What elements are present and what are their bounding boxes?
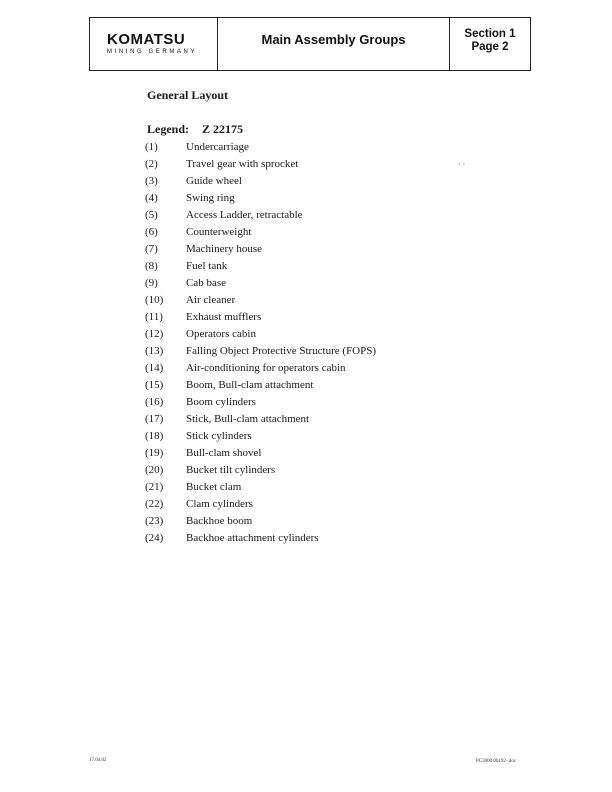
section-cell bbox=[450, 18, 530, 70]
legend-item bbox=[145, 360, 376, 377]
footer-filename: PC3000 06192-.doc bbox=[476, 759, 516, 764]
legend-item-number: (4) bbox=[145, 192, 158, 204]
legend-item-label: Stick cylinders bbox=[186, 430, 252, 442]
legend-item-label: Undercarriage bbox=[186, 141, 249, 153]
legend-item-label: Bucket clam bbox=[186, 481, 242, 493]
legend-item bbox=[145, 428, 376, 445]
legend-item bbox=[145, 224, 376, 241]
legend-item-number: (6) bbox=[145, 226, 158, 238]
legend-label: Legend: bbox=[147, 122, 189, 136]
legend-item-number: (22) bbox=[145, 498, 164, 510]
document-title: Main Assembly Groups bbox=[261, 32, 406, 47]
legend-item-label: Exhaust mufflers bbox=[186, 311, 262, 323]
legend-item bbox=[145, 479, 376, 496]
footer-date: 17.04.02 bbox=[89, 758, 107, 763]
legend-item bbox=[145, 190, 376, 207]
legend-item bbox=[145, 445, 376, 462]
legend-item-number: (12) bbox=[145, 328, 164, 340]
legend-item-number: (14) bbox=[145, 362, 164, 374]
legend-item-number: (17) bbox=[145, 413, 164, 425]
legend-item bbox=[145, 530, 376, 547]
section-heading: General Layout bbox=[147, 88, 228, 102]
legend-item bbox=[145, 513, 376, 530]
legend-item bbox=[145, 377, 376, 394]
legend-item-label: Operators cabin bbox=[186, 328, 256, 340]
legend-item bbox=[145, 173, 376, 190]
legend-item-number: (21) bbox=[145, 481, 164, 493]
legend-row bbox=[147, 122, 243, 137]
legend-item-label: Backhoe boom bbox=[186, 515, 253, 527]
title-cell bbox=[218, 18, 450, 70]
legend-item bbox=[145, 156, 376, 173]
legend-code: Z 22175 bbox=[202, 122, 244, 136]
legend-item bbox=[145, 309, 376, 326]
legend-item-number: (7) bbox=[145, 243, 158, 255]
legend-item-number: (20) bbox=[145, 464, 164, 476]
legend-item bbox=[145, 462, 376, 479]
legend-item bbox=[145, 258, 376, 275]
legend-item-number: (2) bbox=[145, 158, 158, 170]
legend-item-number: (8) bbox=[145, 260, 158, 272]
section-label: Section 1 bbox=[464, 28, 516, 40]
legend-item bbox=[145, 241, 376, 258]
page-label: Page 2 bbox=[471, 41, 509, 53]
legend-item-label: Clam cylinders bbox=[186, 498, 253, 510]
legend-item-label: Boom cylinders bbox=[186, 396, 256, 408]
legend-item-number: (13) bbox=[145, 345, 164, 357]
legend-item-number: (16) bbox=[145, 396, 164, 408]
logo-cell bbox=[90, 18, 218, 70]
legend-item bbox=[145, 292, 376, 309]
legend-item-label: Air-conditioning for operators cabin bbox=[186, 362, 346, 374]
legend-item-label: Stick, Bull-clam attachment bbox=[186, 413, 310, 425]
legend-item-label: Guide wheel bbox=[186, 175, 242, 187]
legend-item-number: (24) bbox=[145, 532, 164, 544]
legend-item-number: (11) bbox=[145, 311, 163, 323]
legend-item-label: Air cleaner bbox=[186, 294, 236, 306]
legend-item bbox=[145, 275, 376, 292]
legend-item-number: (19) bbox=[145, 447, 164, 459]
legend-item bbox=[145, 411, 376, 428]
legend-item-label: Backhoe attachment cylinders bbox=[186, 532, 319, 544]
legend-item-label: Cab base bbox=[186, 277, 227, 289]
legend-item-number: (18) bbox=[145, 430, 164, 442]
legend-item-number: (1) bbox=[145, 141, 158, 153]
legend-item-number: (9) bbox=[145, 277, 158, 289]
legend-item-number: (3) bbox=[145, 175, 158, 187]
legend-item bbox=[145, 394, 376, 411]
legend-item bbox=[145, 496, 376, 513]
legend-item-label: Bull-clam shovel bbox=[186, 447, 262, 459]
legend-item-label: Machinery house bbox=[186, 243, 263, 255]
legend-item-number: (5) bbox=[145, 209, 158, 221]
document-header bbox=[89, 17, 531, 71]
legend-item bbox=[145, 139, 376, 156]
legend-item-label: Fuel tank bbox=[186, 260, 228, 272]
logo-subtitle: MINING GERMANY bbox=[107, 49, 198, 55]
legend-item-label: Boom, Bull-clam attachment bbox=[186, 379, 314, 391]
legend-item-label: Falling Object Protective Structure (FOPS) bbox=[186, 345, 377, 357]
legend-item-label: Access Ladder, retractable bbox=[186, 209, 303, 221]
scan-speck: · · bbox=[458, 160, 466, 169]
komatsu-logo: KOMATSU bbox=[107, 31, 186, 48]
legend-item bbox=[145, 326, 376, 343]
legend-list bbox=[145, 139, 376, 547]
legend-item-number: (23) bbox=[145, 515, 164, 527]
legend-item-number: (15) bbox=[145, 379, 164, 391]
legend-item bbox=[145, 207, 376, 224]
legend-item-number: (10) bbox=[145, 294, 164, 306]
legend-item bbox=[145, 343, 376, 360]
legend-item-label: Swing ring bbox=[186, 192, 235, 204]
legend-item-label: Counterweight bbox=[186, 226, 252, 238]
legend-item-label: Travel gear with sprocket bbox=[186, 158, 299, 170]
legend-item-label: Bucket tilt cylinders bbox=[186, 464, 276, 476]
